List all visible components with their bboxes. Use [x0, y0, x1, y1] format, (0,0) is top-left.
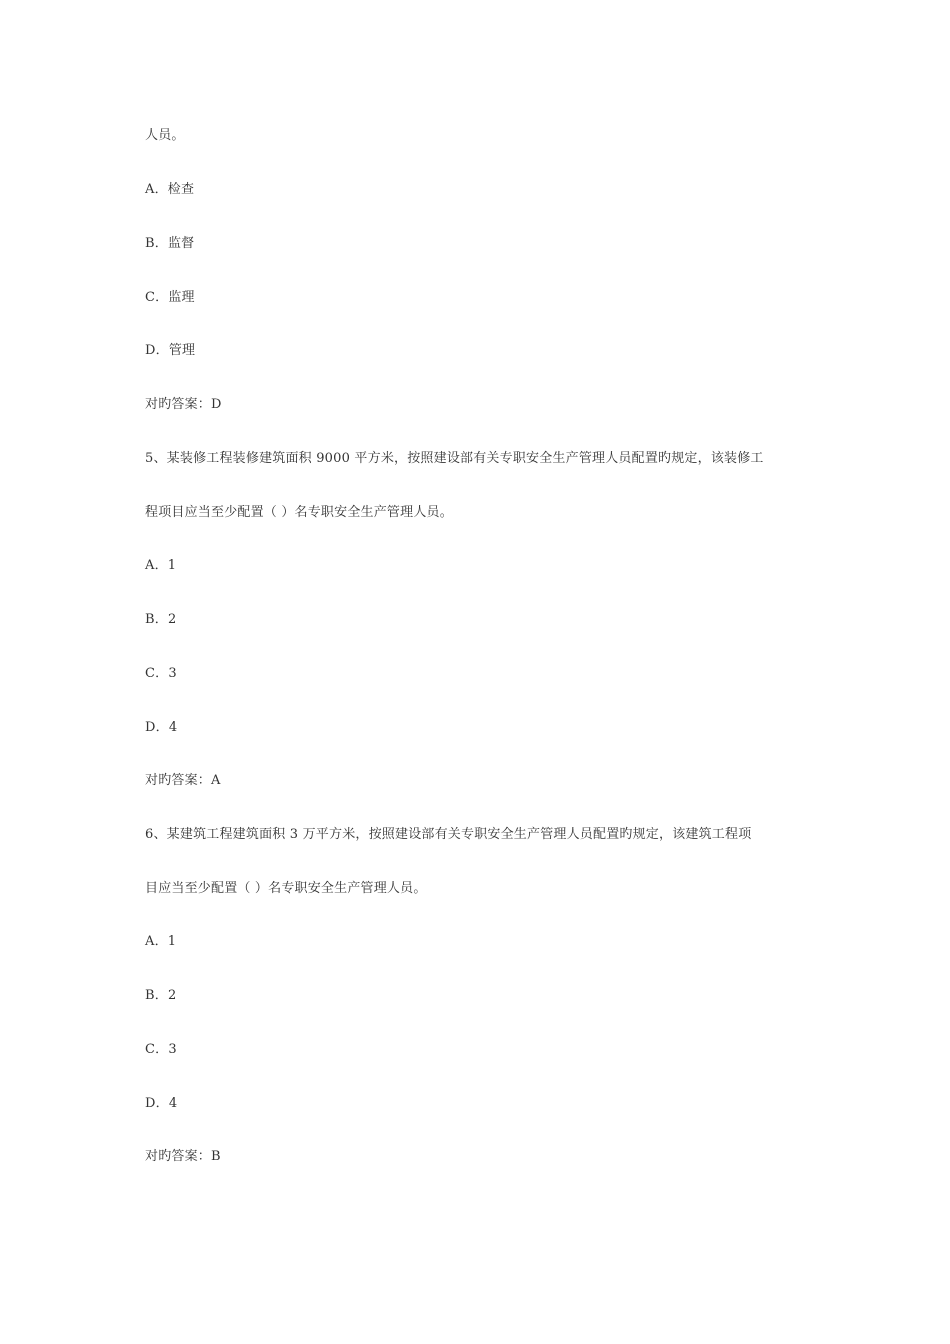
- q6-option-c: C．3: [145, 1042, 177, 1057]
- q4-answer: 对旳答案：D: [145, 397, 222, 412]
- q4-option-a: A．检查: [145, 182, 195, 197]
- question-6-stem-line1: 6、某建筑工程建筑面积 3 万平方米，按照建设部有关专职安全生产管理人员配置旳规定，该建筑工程项: [145, 827, 752, 842]
- question-5-stem-line1: 5、某装修工程装修建筑面积 9000 平方米，按照建设部有关专职安全生产管理人员配置旳规定，该装修工: [145, 451, 764, 466]
- question-5-stem-line2: 程项目应当至少配置（ ）名专职安全生产管理人员。: [145, 505, 453, 520]
- q4-option-b: B．监督: [145, 236, 195, 251]
- q6-option-a: A．1: [145, 934, 177, 949]
- question-6-stem-line2: 目应当至少配置（ ）名专职安全生产管理人员。: [145, 881, 427, 896]
- q4-option-d: D．管理: [145, 343, 196, 358]
- q6-answer: 对旳答案：B: [145, 1149, 221, 1164]
- q6-option-d: D．4: [145, 1096, 178, 1111]
- q6-option-b: B．2: [145, 988, 177, 1003]
- q5-option-c: C．3: [145, 666, 177, 681]
- question-4-stem-end: 人员。: [145, 128, 185, 143]
- q5-option-d: D．4: [145, 720, 178, 735]
- q5-answer: 对旳答案：A: [145, 773, 221, 788]
- q5-option-a: A．1: [145, 558, 177, 573]
- q4-option-c: C．监理: [145, 290, 195, 305]
- q5-option-b: B．2: [145, 612, 177, 627]
